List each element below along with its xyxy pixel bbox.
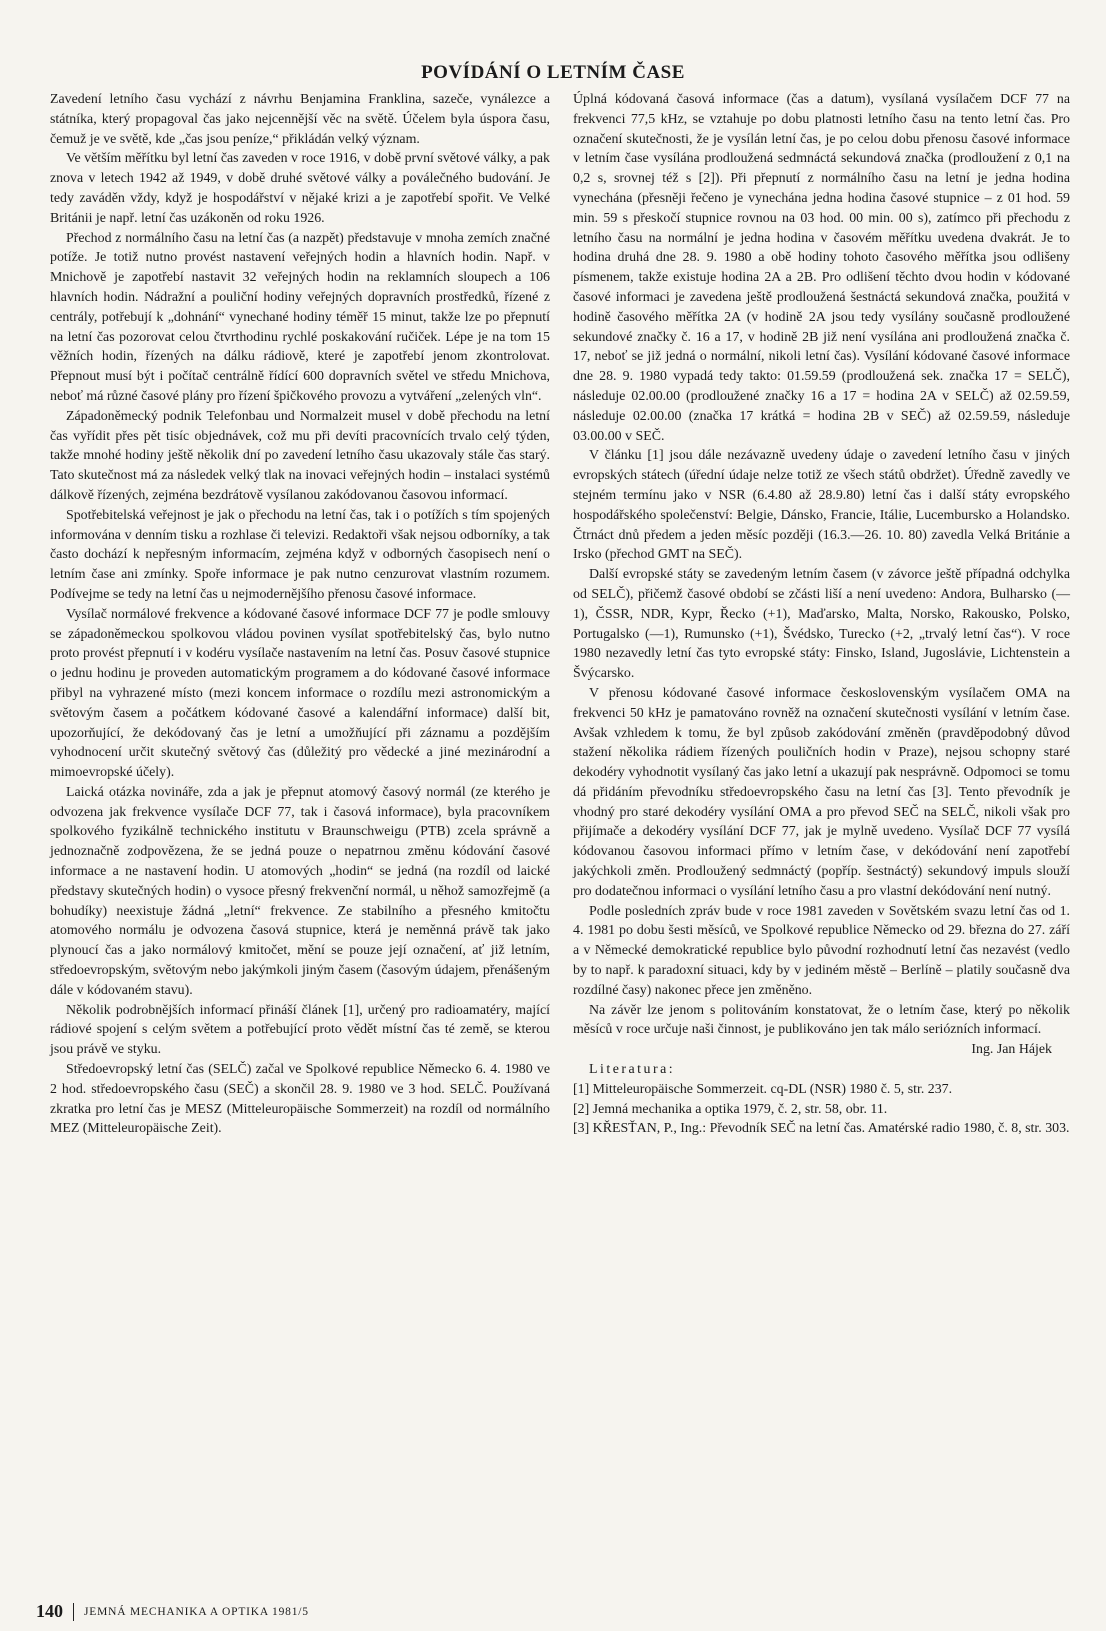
paragraph: Zavedení letního času vychází z návrhu Benjamina Franklina, sazeče, vynálezce a státníka, který propagoval čas jako nejcennější věc na světě. Účelem byla úspora času, čemuž je ve světě, kde „čas jsou peníze,“ přikládán velký význam. [50, 92, 550, 147]
author-signature: Ing. Jan Hájek [971, 1042, 1052, 1058]
page-footer [36, 1601, 309, 1622]
reference-item: [2] Jemná mechanika a optika 1979, č. 2, str. 58, obr. 11. [573, 1101, 888, 1117]
paragraph: Laická otázka novináře, zda a jak je přepnut atomový časový normál (ze kterého je odvozena jak frekvence vysílače DCF 77, tak i časová informace), byla pracovníkem spolkového fyzikálně technického institutu v Braunschweigu (PTB) zcela správně a jednoznačně zodpovězena, že se jedná pouze o nepatrnou změnu kódování časové informace a ne nastavení hodin. U atomových „hodin“ se jedná (na rozdíl od laické představy skutečných hodin) o vysoce přesný frekvenční normál, u něhož samozřejmě (a bohudíky) neexistuje žádná „letní“ frekvence. Ze stabilního a přesného kmitočtu atomového normálu je odvozena časová stupnice, která je neměnná právě tak jako plynoucí čas a jako normálový kmitočet, mění se pouze její označení, ať již letním, středoevropským, světovým nebo jakýmkoli jiným časem (časovým údajem, přenášeným dále v kódovaném stavu). [50, 784, 550, 998]
paragraph: Několik podrobnějších informací přináší článek [1], určený pro radioamatéry, mající rádiové spojení s celým světem a potřebující proto vědět místní čas té země, se kterou jsou právě ve styku. [50, 1002, 550, 1058]
paragraph: Podle posledních zpráv bude v roce 1981 zaveden v Sovětském svazu letní čas od 1. 4. 1981 po dobu šesti měsíců, ve Spolkové republice Německo od 29. března do 27. září a v Německé demokratické republice bylo původní rozhodnutí letní čas nezavést (vedlo by to např. k paradoxní situaci, kdy by v jediném městě – Berlíně – platily současně dva rozdílné časy) nakonec přece jen změněno. [573, 903, 1070, 998]
reference-item: [1] Mitteleuropäische Sommerzeit. cq-DL (NSR) 1980 č. 5, str. 237. [573, 1081, 953, 1097]
paragraph: Na závěr lze jenom s politováním konstatovat, že o letním čase, který po několik měsíců v roce určuje naši činnost, je publikováno jen tak málo seriózních informací. [573, 1002, 1070, 1038]
left-column [50, 90, 550, 1139]
paragraph: Spotřebitelská veřejnost je jak o přechodu na letní čas, tak i o potížích s tím spojených informována v denním tisku a rozhlase či televizi. Redaktoři však nejsou odborníky, a tak často dochází k nepřesným informacím, zejména když v odborných časopisech není o letním čase ani zmínky. Spoře informace je pak nutno cenzurovat vlastním rozumem. Podívejme se tedy na letní čas u nejmodernějšího přenosu časové informace. [50, 507, 550, 602]
paragraph: Přechod z normálního času na letní čas (a nazpět) představuje v mnoha zemích značné potíže. Je totiž nutno provést nastavení veřejných hodin a hlavních hodin. Např. v Mnichově je zapotřebí nastavit 32 veřejných hodin na reklamních sloupech a 106 hlavních hodin. Nádražní a pouliční hodiny veřejných dopravních prostředků, řízené z centrály, potřebují k „dohnání“ vynechané hodiny téměř 15 minut, takže lze po přepnutí na letní čas pozorovat celou čtvrthodinu rychlé poskakování ručiček. Lépe je na tom 15 věžních hodin, řízených na dálku rádiově, které je zapotřebí jenom zkontrolovat. Přepnout musí být i počítač centrálně řídící 600 dopravních světel ve středu Mnichova, neboť má různé časové plány pro řízení špičkového provozu a vytváření „zelených vln“. [50, 230, 550, 404]
paragraph: V článku [1] jsou dále nezávazně uvedeny údaje o zavedení letního času v jiných evropských státech (úřední údaje nelze totiž ze všech států obdržet). Úředně zavedly ve stejném termínu jako v NSR (6.4.80 až 28.9.80) letní čas i další státy evropského hospodářského společenství: Belgie, Dánsko, Francie, Itálie, Lucembursko a Holandsko. Čtrnáct dnů předem a jeden měsíc později (16.3.—26. 10. 80) zavedla Velká Británie a Irsko (přechod GMT na SEČ). [573, 448, 1070, 563]
reference-list [573, 1080, 1070, 1139]
paragraph: Středoevropský letní čas (SELČ) začal ve Spolkové republice Německo 6. 4. 1980 ve 2 hod. středoevropského času (SEČ) a skončil 28. 9. 1980 ve 3 hod. SELČ. Používaná zkratka pro letní čas je MESZ (Mitteleuropäische Sommerzeit) na rozdíl od normálního MEZ (Mitteleuropäische Zeit). [50, 1062, 550, 1137]
journal-name: JEMNÁ MECHANIKA A OPTIKA 1981/5 [84, 1605, 309, 1618]
paragraph: V přenosu kódované časové informace československým vysílačem OMA na frekvenci 50 kHz je pamatováno rovněž na označení skutečnosti vysílání v letním čase. Avšak vzhledem k tomu, že byl způsob zakódování změněn (pravděpodobný důvod stažení několika rádiem řízených pouličních hodin v Praze), nejsou schopny staré dekodéry vyhodnotit vysílaný čas jako letní a ukazují pak nesprávně. Odpomoci se tomu dá přidáním převodníku středoevropského času na letní čas [3]. Tento převodník je vhodný pro staré dekodéry vysílání OMA a pro převod SEČ na SELČ, nikoli však pro přijímače a dekodéry vysílání DCF 77, jak je mylně uvedeno. Vysílač DCF 77 vysílá kódovanou časovou informaci přímo v letním čase, v dekódování není zapotřebí jakýchkoli změn. Prodloužený sedmnáctý (popříp. šestnáctý) sekundový impuls slouží pro dodatečnou informaci o vysílání letního času a pro vlastní dekódování není nutný. [573, 685, 1070, 899]
paragraph: Západoněmecký podnik Telefonbau und Normalzeit musel v době přechodu na letní čas vyřídit přes pět tisíc objednávek, což mu při devíti pracovnících trvalo celý týden, takže mnohé hodiny ještě několik dní po zavedení letního času ukazovaly stále čas starý. Tato skutečnost má za následek velký tlak na inovaci veřejných hodin – instalaci systémů dálkově řízených, zejména bezdrátově vysílanou zakódovanou časovou informací. [50, 408, 550, 503]
footer-divider [73, 1603, 74, 1621]
paragraph: Další evropské státy se zavedeným letním časem (v závorce ještě případná odchylka od SELČ), přičemž časové období se zčásti liší a není uvedeno: Andora, Bulharsko (—1), ČSSR, NDR, Kypr, Řecko (+1), Maďarsko, Malta, Norsko, Rakousko, Polsko, Portugalsko (—1), Rumunsko (+1), Švédsko, Turecko (+2, „trvalý letní čas“). V roce 1980 nezavedly letní čas tyto evropské státy: Finsko, Island, Jugoslávie, Lichtenstein a Švýcarsko. [573, 567, 1070, 682]
reference-item: [3] KŘESŤAN, P., Ing.: Převodník SEČ na letní čas. Amatérské radio 1980, č. 8, str. 303. [573, 1121, 1070, 1137]
paragraph: Úplná kódovaná časová informace (čas a datum), vysílaná vysílačem DCF 77 na frekvenci 77,5 kHz, se vztahuje po dobu platnosti letního času na tento letní čas. Pro označení skutečnosti, že je vysílán letní čas, je po celou dobu přenosu časové informace v letním čase vysílána prodloužená sedmnáctá sekundová značka (prodloužení z 0,1 na 0,2 s, srovnej též s [2]). Při přepnutí z normálního času na letní je jedna hodina vynechána (přesněji řečeno je vynechána jedna hodina časové stupnice – z 01 hod. 59 min. 59 s přeskočí stupnice rovnou na 03 hod. 00 min. 00 s), zatímco při přechodu z letního času na normální je jedna hodina v časovém měřítku uvedena dvakrát. Je to hodina druhá dne 28. 9. 1980 a obě hodiny tohoto časového měřítka jsou odlišeny písmenem, takže existuje hodina 2A a 2B. Pro odlišení těchto dvou hodin v kódované časové informaci je zavedena ještě prodloužená šestnáctá sekundová značka, použitá v hodině časového měřítka 2A (v hodině 2A jsou tedy vysílány současně prodloužené sekundové značky č. 16 a 17, v hodině 2B již není vysílána ani prodloužená značka č. 17, neboť se již jedná o normální, nikoli letní čas). Vysílání kódované časové informace dne 28. 9. 1980 vypadá tedy takto: 01.59.59 (prodloužená sek. značka 17 = SELČ), následuje 02.00.00 (prodloužené značky 16 a 17 = hodina 2A v SELČ) až 02.59.59, následuje 02.00.00 (značka 17 krátká = hodina 2B v SEČ) až 02.59.59, následuje 03.00.00 v SEČ. [573, 92, 1070, 444]
page-number: 140 [36, 1601, 63, 1621]
right-column [573, 90, 1070, 1139]
paragraph: Vysílač normálové frekvence a kódované časové informace DCF 77 je podle smlouvy se západoněmeckou spolkovou vládou povinen vysílat spotřebitelský čas, bylo nutno proto provést přepnutí i v kodéru vysílače nastavením na letní čas. Posuv časové stupnice o jednu hodinu je proveden automatickým programem a do kódované časové informace přibyl na vyhrazené místo (mezi koncem informace o rozdílu mezi astronomickým a světovým časem a počátkem kódované časové a kalendářní informace) další bit, upozorňující, že dekódovaný čas je letní a umožňující při záznamu a pozdějším vyhodnocení určit skutečný světový čas (důležitý pro vědecké a jiné mezinárodní a mimoevropské účely). [50, 606, 550, 781]
paragraph: Ve větším měřítku byl letní čas zaveden v roce 1916, v době první světové války, a pak znova v letech 1942 až 1949, v době druhé světové války a poválečného budování. Je tedy zaváděn vždy, když je hospodářství v nějaké krizi a je zapotřebí spořit. Ve Velké Británii je např. letní čas uzákoněn od roku 1926. [50, 151, 550, 226]
literature-heading: Literatura: [589, 1062, 676, 1078]
article-title: POVÍDÁNÍ O LETNÍM ČASE [421, 62, 685, 83]
